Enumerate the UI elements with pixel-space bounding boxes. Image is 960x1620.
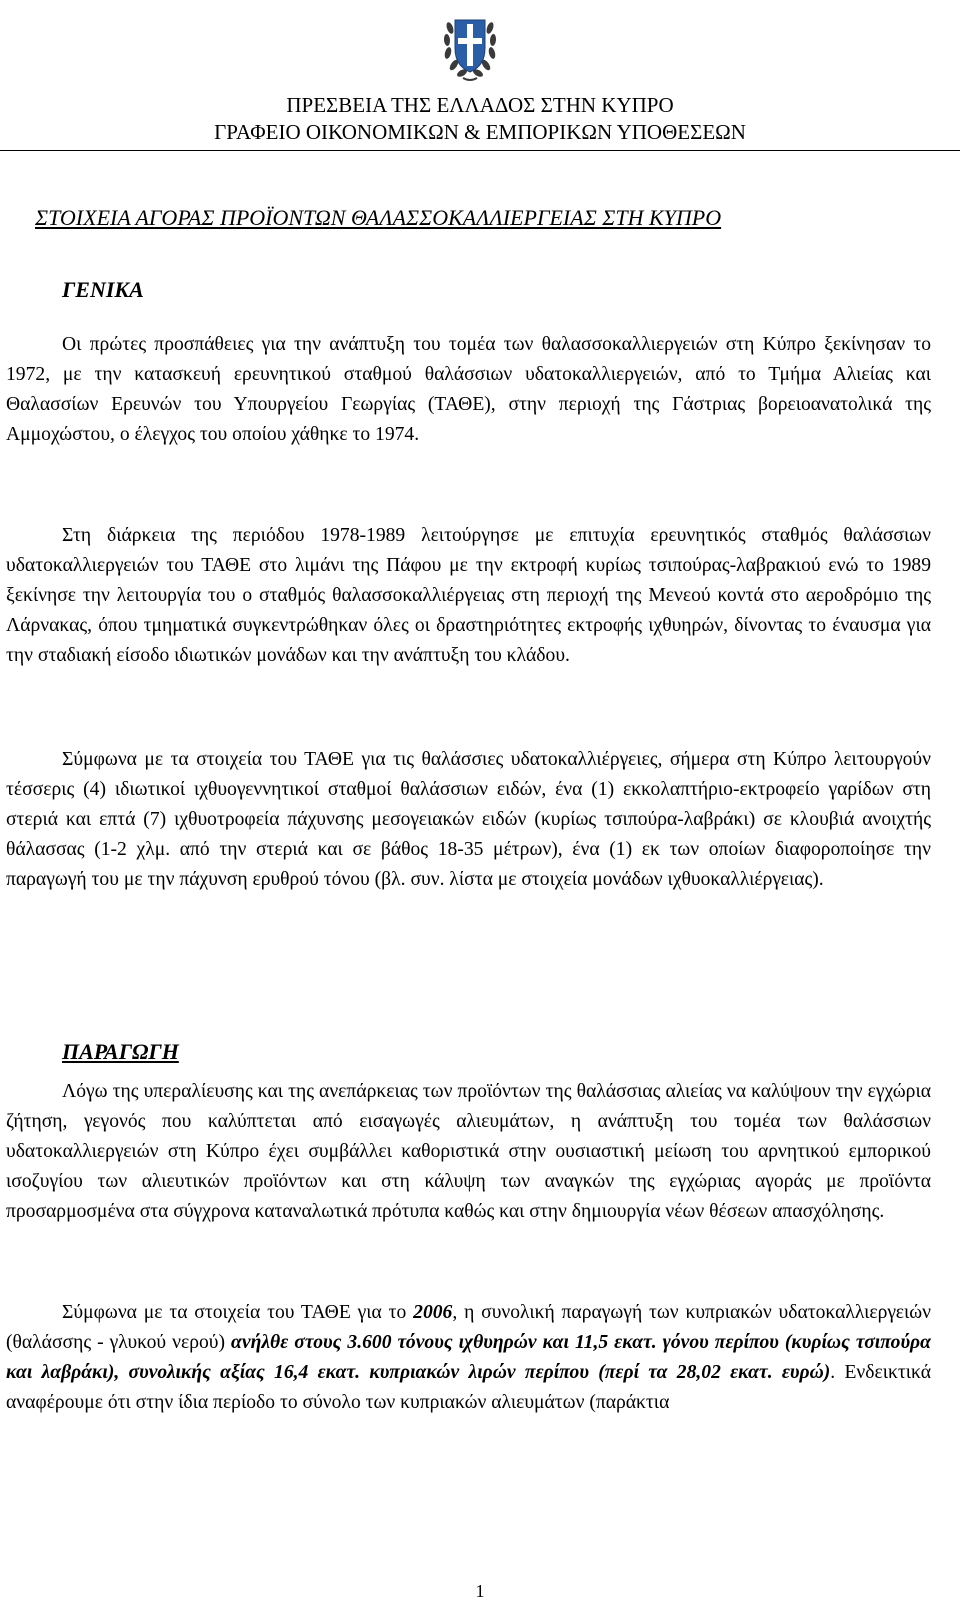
- office-name: ΓΡΑΦΕΙΟ ΟΙΚΟΝΟΜΙΚΩΝ & ΕΜΠΟΡΙΚΩΝ ΥΠΟΘΕΣΕΩΝ: [214, 120, 746, 144]
- text-run: , η συνολική παραγωγή των κυπριακών υδατοκαλλιεργειών (θαλάσσης - γλυκού νερού): [6, 1302, 932, 1353]
- text-run: Σύμφωνα με τα στοιχεία του ΤΑΘΕ για το: [62, 1302, 414, 1323]
- document-title: ΣΤΟΙΧΕΙΑ ΑΓΟΡΑΣ ΠΡΟΪΟΝΤΩΝ ΘΑΛΑΣΣΟΚΑΛΛΙΕΡΓΕΙΑΣ ΣΤΗ ΚΥΠΡΟ: [35, 205, 722, 230]
- header-divider: [0, 150, 960, 151]
- section-heading-production: ΠΑΡΑΓΩΓΗ: [62, 1039, 179, 1064]
- paragraph-research-stations: Στη διάρκεια της περιόδου 1978-1989 λειτούργησε με επιτυχία ερευνητικός σταθμός θαλάσσιων υδατοκαλλιεργειών του ΤΑΘΕ στο λιμάνι της Πάφου με την εκτροφή κυρίως τσιπούρας-λαβρακιού ενώ το 1989 ξεκίνησε την λειτουργία του ο σταθμός θαλασσοκαλλιέργειας στη περιοχή της Μενεού κοντά στο αεροδρόμιο της Λάρνακας, όπου τμηματικά συγκεντρώθηκαν όλες οι δραστηριότητες εκτροφής ιχθυηρών, δίνοντας το έναυσμα για την σταδιακή είσοδο ιδιωτικών μονάδων και την ανάπτυξη του κλάδου.: [6, 525, 931, 666]
- paragraph-production-2006: [6, 1298, 931, 1418]
- text-run: . Ενδεικτικά αναφέρουμε ότι στην ίδια περίοδο το σύνολο των κυπριακών αλιευμάτων (παράκτια: [6, 1362, 931, 1413]
- production-emphasis: ανήλθε στους 3.600 τόνους ιχθυηρών και 11,5 εκατ. γόνου περίπου (κυρίως τσιπούρα και λαβράκι), συνολικής αξίας 16,4 εκατ. κυπριακών λιρών περίπου (περί τα 28,02 εκατ. ευρώ): [6, 1332, 931, 1383]
- paragraph-market-impact: Λόγω της υπεραλίευσης και της ανεπάρκειας των προϊόντων της θαλάσσιας αλιείας να καλύψουν την εγχώρια ζήτηση, γεγονός που καλύπτεται από εισαγωγές αλιευμάτων, η ανάπτυξη του τομέα των θαλάσσιων υδατοκαλλιεργειών στη Κύπρο έχει συμβάλλει καθοριστικά στην ουσιαστική μείωση του αρνητικού εμπορικού ισοζυγίου των αλιευτικών προϊόντων και στη κάλυψη των αναγκών της εγχώριας αγοράς με προϊόντα προσαρμοσμένα στα σύγχρονα καταναλωτικά πρότυπα καθώς και στην δημιουργία νέων θέσεων απασχόλησης.: [6, 1081, 931, 1222]
- page-number: 1: [475, 1581, 485, 1601]
- year-emphasis: 2006: [413, 1302, 453, 1323]
- greek-coat-of-arms-icon: [441, 8, 499, 86]
- paragraph-history: Οι πρώτες προσπάθειες για την ανάπτυξη του τομέα των θαλασσοκαλλιεργειών στη Κύπρο ξεκίνησαν το 1972, με την κατασκευή ερευνητικού σταθμού θαλάσσιων υδατοκαλλιεργειών, από το Τμήμα Αλιείας και Θαλασσίων Ερευνών του Υπουργείου Γεωργίας (ΤΑΘΕ), στην περιοχή της Γάστριας βορειοανατολικά της Αμμοχώστου, ο έλεγχος του οποίου χάθηκε το 1974.: [6, 334, 931, 445]
- section-heading-general: ΓΕΝΙΚΑ: [62, 277, 144, 302]
- paragraph-current-units: Σύμφωνα με τα στοιχεία του ΤΑΘΕ για τις θαλάσσιες υδατοκαλλιέργειες, σήμερα στη Κύπρο λειτουργούν τέσσερις (4) ιδιωτικοί ιχθυογεννητικοί σταθμοί θαλάσσιων ειδών, ένα (1) εκκολαπτήριο-εκτροφείο γαρίδων στη στεριά και επτά (7) ιχθυοτροφεία πάχυνσης μεσογειακών ειδών (κυρίως τσιπούρα-λαβράκι) σε κλουβιά ανοιχτής θάλασσας (1-2 χλμ. από την στεριά και σε βάθος 18-35 μέτρων), ένα (1) εκ των οποίων διαφοροποίησε την παραγωγή του με την πάχυνση ερυθρού τόνου (βλ. συν. λίστα με στοιχεία μονάδων ιχθυοκαλλιέργειας).: [6, 749, 931, 890]
- embassy-name: ΠΡΕΣΒΕΙΑ ΤΗΣ ΕΛΛΑΔΟΣ ΣΤΗΝ ΚΥΠΡΟ: [286, 93, 674, 117]
